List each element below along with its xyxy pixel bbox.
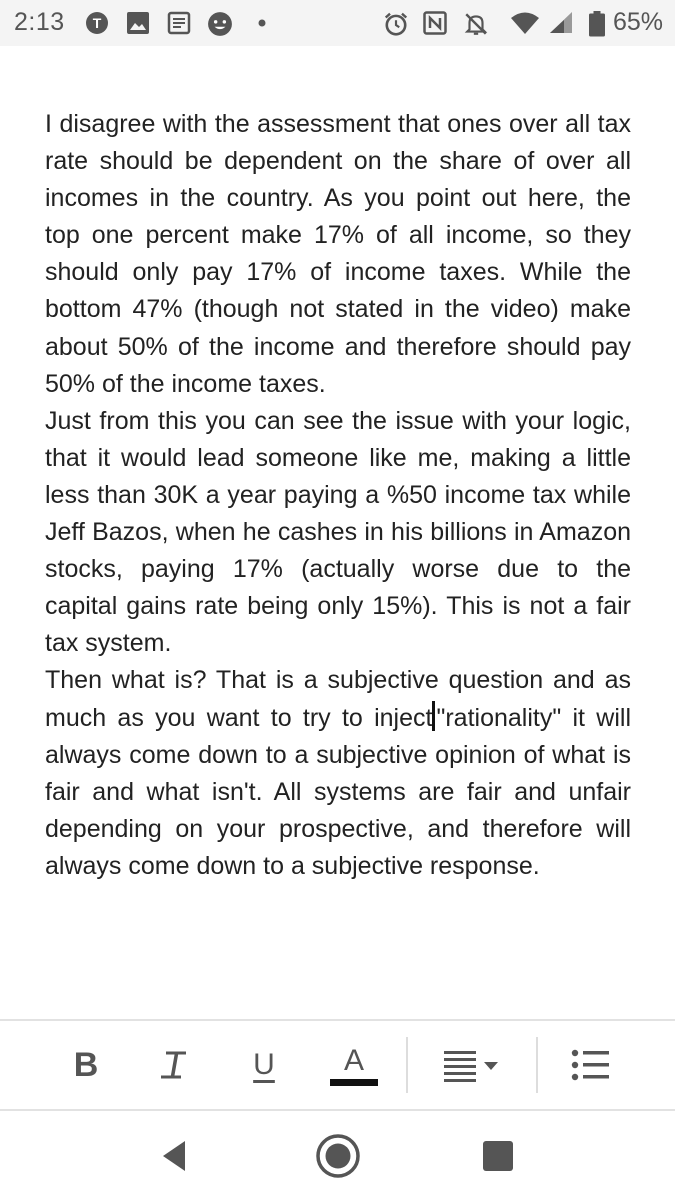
status-bar	[0, 0, 675, 46]
home-button[interactable]	[313, 1131, 363, 1181]
paragraph[interactable]: Just from this you can see the issue with your logic, that it would lead someone like me, making a little less than 30K a year paying a %50 income tax while Jeff Bazos, when he cashes in his billions in Amazon stocks, paying 17% (actually worse due to the capital gains rate being only 15%). This is not a fair tax system.	[45, 406, 631, 658]
bold-button[interactable]: B	[73, 1045, 99, 1084]
recents-icon	[481, 1139, 515, 1173]
battery-percent: 65%	[612, 8, 663, 36]
image-icon	[126, 11, 150, 35]
svg-text:T: T	[92, 15, 102, 31]
navigation-bar	[0, 1111, 675, 1200]
text-color-button[interactable]	[328, 1035, 380, 1095]
nfc-icon	[423, 11, 447, 35]
back-icon	[155, 1136, 195, 1176]
status-time: 2:13	[14, 8, 65, 36]
align-justify-icon	[438, 1045, 510, 1085]
wifi-icon	[510, 11, 540, 35]
underline-button[interactable]: U	[253, 1048, 275, 1081]
battery-icon	[589, 11, 605, 35]
dot-icon	[254, 11, 278, 35]
home-icon	[315, 1133, 361, 1179]
do-not-disturb-icon	[463, 11, 487, 35]
bulleted-list-button[interactable]	[566, 1035, 614, 1095]
chevron-down-icon	[484, 1062, 498, 1070]
paragraph[interactable]: I disagree with the assessment that ones over all tax rate should be dependent on the share of over all incomes in the country. As you point out here, the top one percent make 17% of all income, so they should only pay 17% of income taxes. While the bottom 47% (though not stated in the video) make about 50% of the income and therefore should pay 50% of the income taxes.	[45, 110, 631, 398]
signal-icon	[548, 11, 572, 35]
italic-button-label: I	[167, 1045, 181, 1085]
alarm-icon	[383, 11, 407, 35]
toolbar-divider	[536, 1037, 538, 1093]
back-button[interactable]	[150, 1131, 200, 1181]
text-color-swatch	[330, 1079, 378, 1086]
bulleted-list-icon	[569, 1045, 611, 1085]
align-dropdown-button[interactable]	[436, 1035, 512, 1095]
paragraph[interactable]	[45, 662, 631, 885]
recents-button[interactable]	[473, 1131, 523, 1181]
paragraph-text-after-cursor[interactable]: "rationality" it will always come down to a subjective opinion of what is fair and what isn't. All systems are fair and unfair depending on your prospective, and therefore will always come down to a subjective response.	[45, 703, 631, 880]
text-color-label: A	[343, 1043, 364, 1077]
document-body[interactable]	[45, 106, 631, 885]
app-t-icon	[85, 11, 109, 35]
italic-button[interactable]	[152, 1035, 196, 1095]
news-icon	[167, 11, 191, 35]
toolbar-divider	[406, 1037, 408, 1093]
emoji-icon	[207, 11, 231, 35]
formatting-toolbar	[0, 1019, 675, 1111]
paragraph-text-before-cursor[interactable]: Then what is? That is a subjective question and as much as you want to try to inject	[45, 666, 631, 732]
